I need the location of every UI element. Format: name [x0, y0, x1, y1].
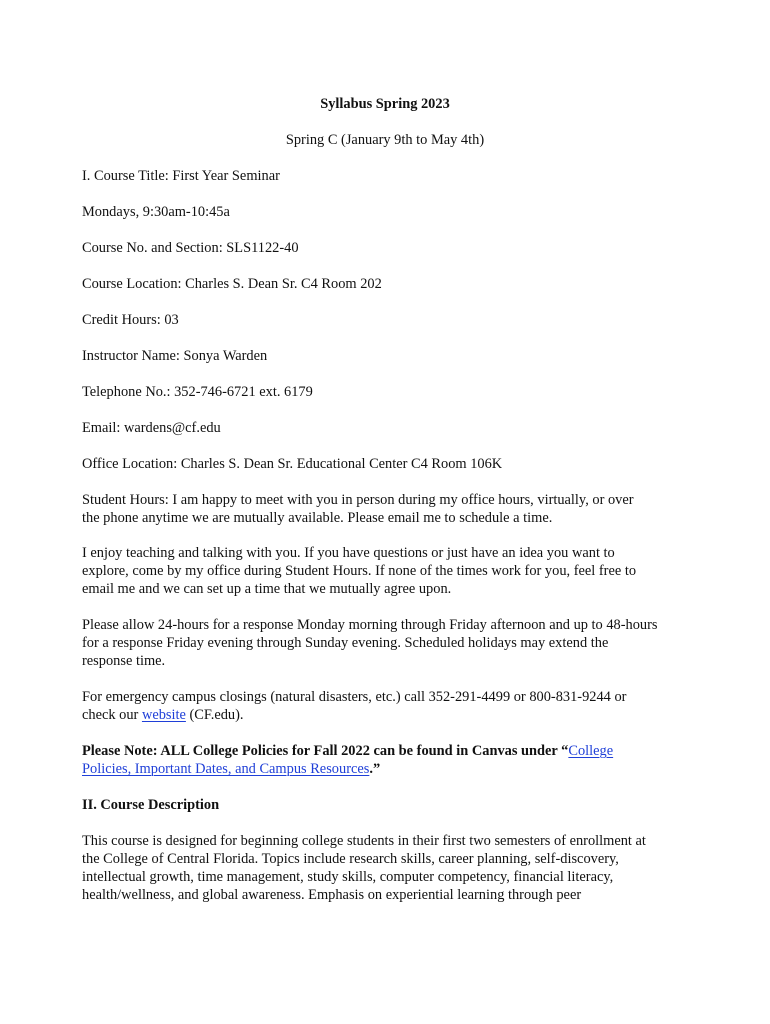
document-title: Syllabus Spring 2023: [320, 96, 450, 112]
student-hours-line: Student Hours: I am happy to meet with you in person during my office hours, virtually, or over: [82, 492, 634, 508]
college-policies-link[interactable]: College: [568, 743, 614, 759]
office-location: Office Location: Charles S. Dean Sr. Educational Center C4 Room 106K: [82, 456, 503, 472]
policies-note-line: [82, 760, 380, 778]
course-location: Course Location: Charles S. Dean Sr. C4 Room 202: [82, 276, 382, 292]
email-address: Email: wardens@cf.edu: [82, 420, 221, 436]
student-hours-line: the phone anytime we are mutually available. Please email me to schedule a time.: [82, 510, 553, 526]
course-schedule: Mondays, 9:30am-10:45a: [82, 204, 230, 220]
response-paragraph-line: for a response Friday evening through Sunday evening. Scheduled holidays may extend the: [82, 635, 609, 651]
website-link[interactable]: website: [141, 707, 186, 723]
course-title: I. Course Title: First Year Seminar: [82, 168, 280, 184]
credit-hours: Credit Hours: 03: [82, 312, 179, 328]
emergency-prefix: check our: [82, 707, 142, 723]
response-paragraph-line: Please allow 24-hours for a response Monday morning through Friday afternoon and up to 48-hours: [82, 617, 658, 633]
course-description-line: intellectual growth, time management, study skills, computer competency, financial literacy,: [82, 869, 614, 885]
policies-note-prefix: Please Note: ALL College Policies for Fall 2022 can be found in Canvas under “: [82, 743, 569, 759]
enjoy-paragraph-line: email me and we can set up a time that we mutually agree upon.: [82, 581, 452, 597]
enjoy-paragraph-line: I enjoy teaching and talking with you. If you have questions or just have an idea you want to: [82, 545, 615, 561]
course-number: Course No. and Section: SLS1122-40: [82, 240, 299, 256]
telephone-number: Telephone No.: 352-746-6721 ext. 6179: [82, 384, 313, 400]
instructor-name: Instructor Name: Sonya Warden: [82, 348, 268, 364]
emergency-paragraph-line: [82, 706, 244, 724]
emergency-paragraph-line: For emergency campus closings (natural disasters, etc.) call 352-291-4499 or 800-831-9244 or: [82, 689, 627, 705]
enjoy-paragraph-line: explore, come by my office during Student Hours. If none of the times work for you, feel free to: [82, 563, 637, 579]
course-description-line: health/wellness, and global awareness. Emphasis on experiential learning through peer: [82, 887, 582, 903]
section-heading: II. Course Description: [82, 797, 220, 813]
emergency-suffix: (CF.edu).: [185, 707, 244, 723]
term-dates: Spring C (January 9th to May 4th): [285, 132, 485, 148]
course-description-line: the College of Central Florida. Topics include research skills, career planning, self-discovery,: [82, 851, 619, 867]
response-paragraph-line: response time.: [82, 653, 166, 669]
college-policies-link[interactable]: Policies, Important Dates, and Campus Resources: [82, 761, 370, 777]
policies-note-suffix: .”: [369, 761, 381, 777]
policies-note-line: [82, 742, 613, 760]
course-description-line: This course is designed for beginning college students in their first two semesters of enrollment at: [82, 833, 646, 849]
